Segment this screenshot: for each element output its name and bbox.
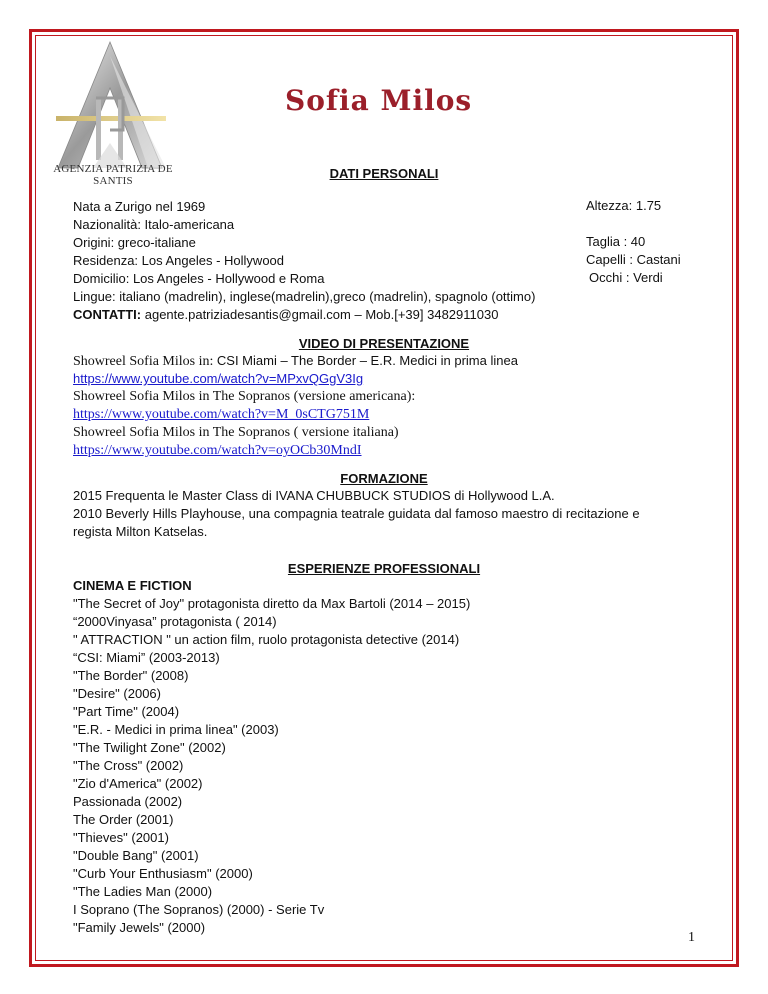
list-item: “CSI: Miami” (2003-2013) — [73, 650, 220, 665]
list-item: "Desire" (2006) — [73, 686, 161, 701]
video-line — [73, 352, 518, 371]
size-field: Taglia : 40 — [586, 234, 646, 249]
contacts-value: agente.patriziadesantis@gmail.com – Mob.[+39] 3482911030 — [141, 307, 499, 322]
list-item: "The Ladies Man (2000) — [73, 884, 213, 899]
list-item: I Soprano (The Sopranos) (2000) - Serie Tv — [73, 902, 325, 917]
hair-field: Capelli : Castani — [586, 252, 681, 267]
height-field: Altezza: 1.75 — [586, 198, 662, 213]
list-item: "Family Jewels" (2000) — [73, 920, 206, 935]
list-item: "Thieves" (2001) — [73, 830, 169, 845]
video-link-2[interactable]: https://www.youtube.com/watch?v=M_0sCTG751M — [73, 407, 370, 422]
list-item: "The Cross" (2002) — [73, 758, 184, 773]
list-item: " ATTRACTION " un action film, ruolo protagonista detective (2014) — [73, 632, 460, 647]
personal-line: Residenza: Los Angeles - Hollywood — [73, 253, 285, 268]
list-item: The Order (2001) — [73, 812, 174, 827]
eyes-field: Occhi : Verdi — [589, 270, 663, 285]
list-item: "The Border" (2008) — [73, 668, 189, 683]
video-line-prefix: Showreel Sofia Milos in: — [73, 354, 217, 369]
page-title: Sofia Milos — [285, 84, 473, 117]
subheading-cinema: CINEMA E FICTION — [73, 578, 192, 593]
training-line: 2015 Frequenta le Master Class di IVANA CHUBBUCK STUDIOS di Hollywood L.A. — [73, 488, 555, 503]
page-number: 1 — [688, 930, 695, 945]
training-line: 2010 Beverly Hills Playhouse, una compagnia teatrale guidata dal famoso maestro di recitazione e — [73, 506, 640, 521]
contacts-label: CONTATTI: — [73, 307, 142, 322]
list-item: "Part Time" (2004) — [73, 704, 180, 719]
personal-line: Nazionalità: Italo-americana — [73, 217, 235, 232]
agency-logo — [38, 38, 188, 183]
personal-line: Lingue: italiano (madrelin), inglese(madrelin),greco (madrelin), spagnolo (ottimo) — [73, 289, 536, 304]
personal-line: Origini: greco-italiane — [73, 235, 196, 250]
video-link-3[interactable]: https://www.youtube.com/watch?v=oyOCb30MndI — [73, 443, 362, 458]
list-item: "Zio d'America" (2002) — [73, 776, 203, 791]
personal-line: Nata a Zurigo nel 1969 — [73, 199, 206, 214]
section-heading-personal: DATI PERSONALI — [329, 166, 439, 181]
list-item: “2000Vinyasa” protagonista ( 2014) — [73, 614, 277, 629]
section-heading-training: FORMAZIONE — [340, 471, 428, 486]
list-item: "Double Bang" (2001) — [73, 848, 199, 863]
video-line: Showreel Sofia Milos in The Sopranos ( versione italiana) — [73, 425, 399, 440]
video-line-text: CSI Miami – The Border – E.R. Medici in prima linea — [216, 353, 518, 368]
list-item: "E.R. - Medici in prima linea" (2003) — [73, 722, 279, 737]
list-item: "Curb Your Enthusiasm" (2000) — [73, 866, 253, 881]
training-line: regista Milton Katselas. — [73, 524, 208, 539]
contacts-line — [73, 306, 498, 324]
list-item: "The Secret of Joy" protagonista diretto da Max Bartoli (2014 – 2015) — [73, 596, 471, 611]
list-item: "The Twilight Zone" (2002) — [73, 740, 226, 755]
video-line: Showreel Sofia Milos in The Sopranos (versione americana): — [73, 389, 416, 404]
section-heading-video: VIDEO DI PRESENTAZIONE — [298, 336, 470, 351]
video-link-1[interactable]: https://www.youtube.com/watch?v=MPxvQGgV3Ig — [73, 371, 364, 386]
logo-caption: AGENZIA PATRIZIA DE SANTIS — [53, 163, 173, 187]
section-heading-experience: ESPERIENZE PROFESSIONALI — [287, 561, 481, 576]
list-item: Passionada (2002) — [73, 794, 183, 809]
personal-line: Domicilio: Los Angeles - Hollywood e Roma — [73, 271, 325, 286]
